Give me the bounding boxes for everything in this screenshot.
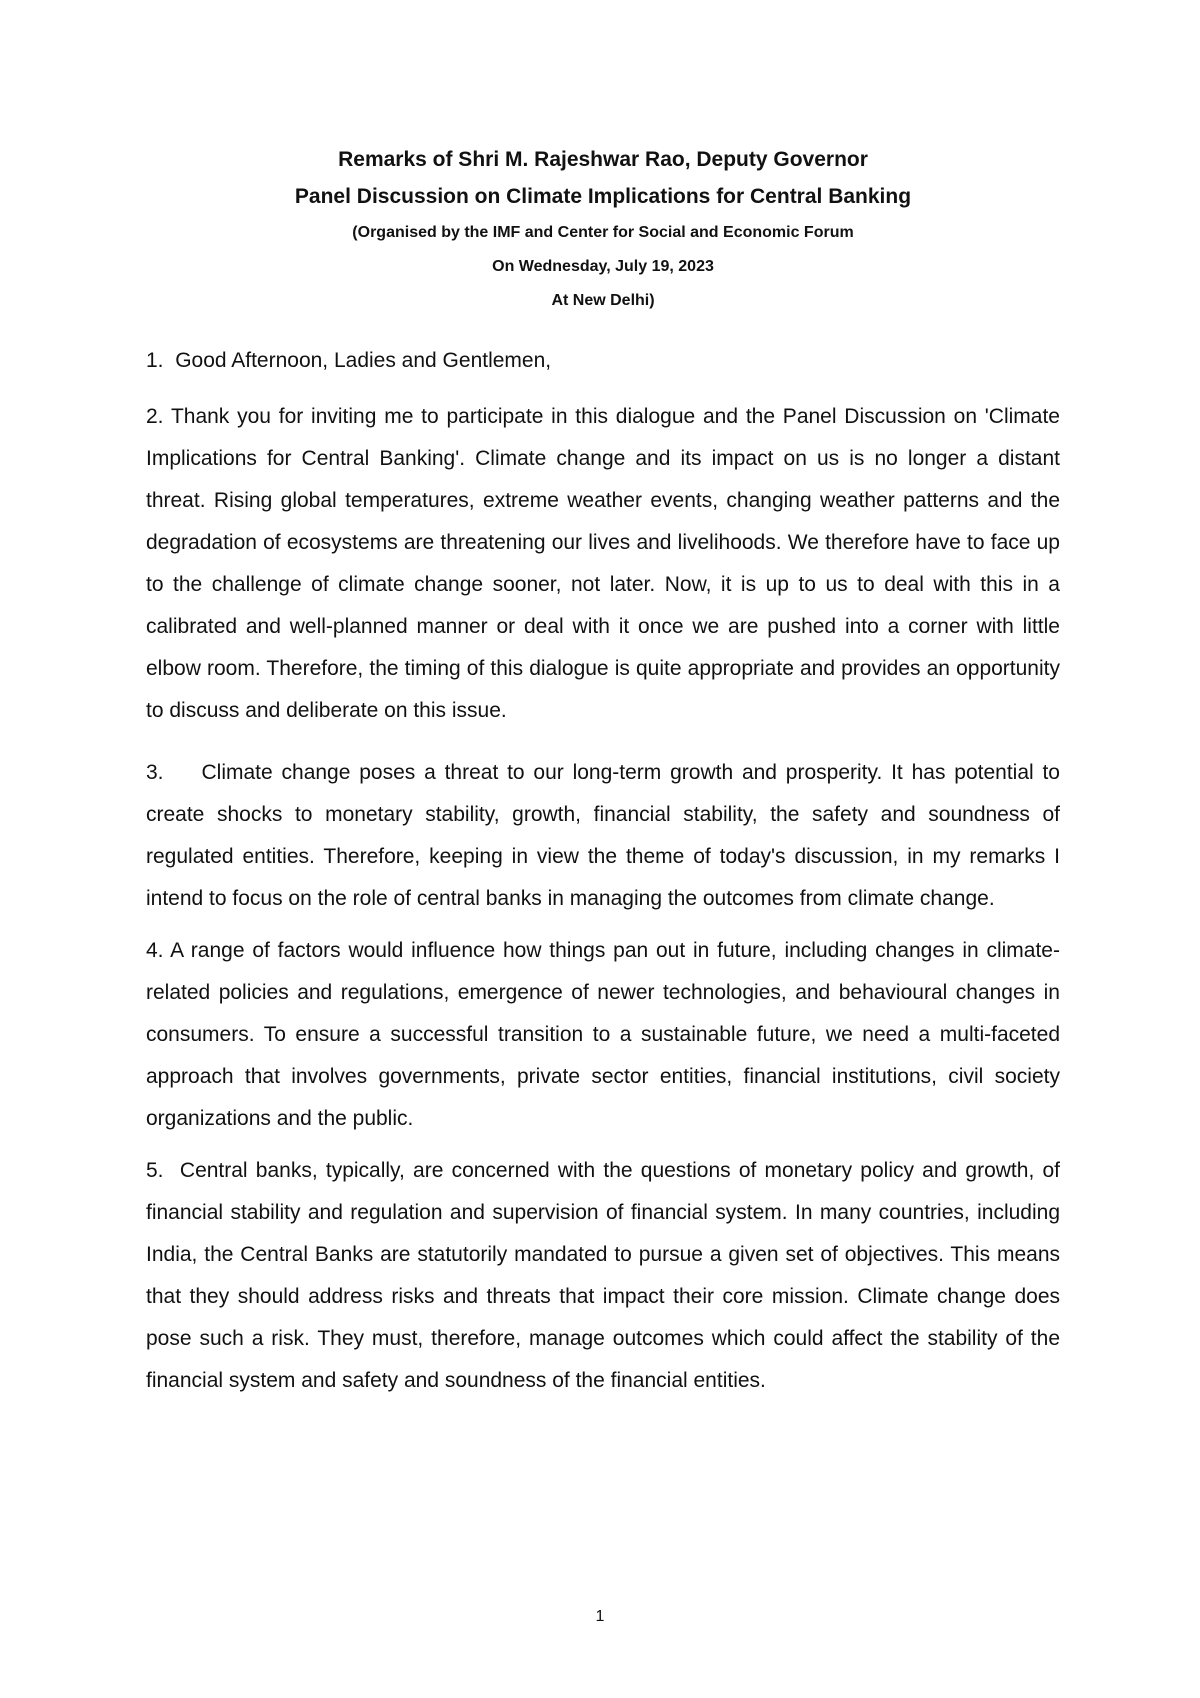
paragraph-number: 3.: [146, 761, 164, 784]
paragraph-text: A range of factors would influence how things pan out in future, including changes in climate-related policies and regulations, emergence of newer technologies, and behavioural changes in consumers. To ensure a successful transition to a sustainable future, we need a multi-faceted approach that involves governments, private sector entities, financial institutions, civil society organizations and the public.: [146, 939, 1060, 1130]
page-number: 1: [595, 1608, 605, 1625]
paragraph-number: 4.: [146, 939, 164, 962]
document-body: [146, 340, 1060, 1402]
paragraph-text: Climate change poses a threat to our long-term growth and prosperity. It has potential to create shocks to monetary stability, growth, financial stability, the safety and soundness of regulated entities. Therefore, keeping in view the theme of today's discussion, in my remarks I intend to focus on the role of central banks in managing the outcomes from climate change.: [146, 761, 1060, 910]
subtitle-date: On Wednesday, July 19, 2023: [492, 258, 714, 275]
paragraph-number: 5.: [146, 1159, 164, 1182]
paragraph-text: Central banks, typically, are concerned with the questions of monetary policy and growth, of financial stability and regulation and supervision of financial system. In many countries, including India, the Central Banks are statutorily mandated to pursue a given set of objectives. This means that they should address risks and threats that impact their core mission. Climate change does pose such a risk. They must, therefore, manage outcomes which could affect the stability of the financial system and safety and soundness of the financial entities.: [146, 1159, 1060, 1392]
paragraph-5: [146, 1150, 1060, 1402]
title-line-1: Remarks of Shri M. Rajeshwar Rao, Deputy Governor: [338, 148, 868, 171]
paragraph-3: [146, 752, 1060, 920]
subtitle-venue: At New Delhi): [551, 292, 655, 309]
paragraph-number: 1.: [146, 349, 164, 372]
paragraph-text: Thank you for inviting me to participate in this dialogue and the Panel Discussion on 'Climate Implications for Central Banking'. Climate change and its impact on us is no longer a distant threat. Rising global temperatures, extreme weather events, changing weather patterns and the degradation of ecosystems are threatening our lives and livelihoods. We therefore have to face up to the challenge of climate change sooner, not later. Now, it is up to us to deal with this in a calibrated and well-planned manner or deal with it once we are pushed into a corner with little elbow room. Therefore, the timing of this dialogue is quite appropriate and provides an opportunity to discuss and deliberate on this issue.: [146, 405, 1060, 722]
paragraph-text: Good Afternoon, Ladies and Gentlemen,: [175, 349, 552, 372]
paragraph-1: [146, 340, 1060, 382]
paragraph-2: [146, 396, 1060, 732]
document-header: [146, 148, 1060, 311]
paragraph-number: 2.: [146, 405, 164, 428]
title-line-2: Panel Discussion on Climate Implications for Central Banking: [294, 185, 912, 208]
paragraph-4: [146, 930, 1060, 1140]
subtitle-organiser: (Organised by the IMF and Center for Social and Economic Forum: [352, 224, 854, 241]
